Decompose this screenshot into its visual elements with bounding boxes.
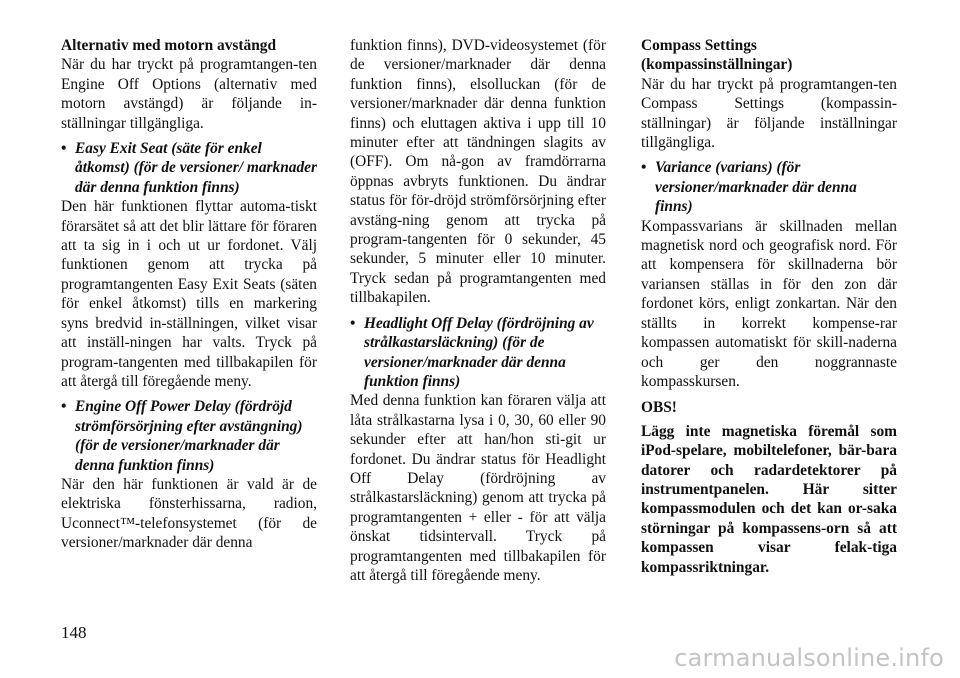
bullet-engine-off-power-delay [61,397,317,475]
bullet-variance [641,158,897,216]
paragraph-headlight-off-delay: Med denna funktion kan föraren välja att låta strålkastarna lysa i 0, 30, 60 eller 90 sekunder efter att han/hon sti-git ur fordonet. Du ändrar status för Headlight Off Delay (fördröjning av strålkastarsläckning) genom att trycka på programtangenten + eller - för att välja önskat tidsintervall. Tryck på programtangenten med tillbakapilen för att återgå till föregående meny. [350,392,606,584]
bullet-easy-exit-seat [61,139,317,197]
watermark: carmanualsonline.info [674,644,944,672]
warning-text: Lägg inte magnetiska föremål som iPod-spelare, mobiltelefoner, bär-bara datorer och radardetektorer på instrumentpanelen. Här sitter kompassmodulen och det kan or-saka störningar på kompassens-orn så att kompassen visar felak-tiga kompassriktningar. [641,422,897,576]
bullet-icon: • [61,398,67,416]
paragraph-power-delay-start: När den här funktionen är vald är de elektriska fönsterhissarna, radion, Uconnect™-telefonsystemet (för de versioner/marknader där denna [61,475,317,552]
intro-paragraph-compass: När du har tryckt på programtangen-ten Compass Settings (kompassin-ställningar) är följande inställningar tillgängliga. [641,75,897,152]
column-left [61,36,317,553]
bullet-label: Easy Exit Seat (säte för enkel åtkomst) (för de versioner/ marknader där denna funktion finns) [75,140,317,196]
intro-paragraph-engine-off: När du har tryckt på programtangen-ten Engine Off Options (alternativ med motorn avstängd) är följande in-ställningar tillgängliga. [61,56,317,132]
section-heading-engine-off: Alternativ med motorn avstängd [61,37,277,54]
bullet-headlight-off-delay [350,314,606,392]
bullet-icon: • [350,314,356,332]
bullet-icon: • [641,159,647,177]
column-middle [350,36,606,585]
bullet-label: Variance (varians) (för versioner/marknader där denna finns) [655,159,857,216]
bullet-label: Headlight Off Delay (fördröjning av strålkastarsläckning) (för de versioner/marknader där denna funktion finns) [364,314,594,390]
note-label: OBS! [641,399,677,417]
bullet-label: Engine Off Power Delay (fördröjd strömförsörjning efter avstängning) (för de versioner/marknader där denna funktion finns) [75,398,303,474]
page-number: 148 [61,623,87,642]
bullet-icon: • [61,140,67,158]
paragraph-power-delay-continued: funktion finns), DVD-videosystemet (för de versioner/marknader där denna funktion finns), elsolluckan (för de versioner/marknader där denna funktion finns) och eluttagen aktiva i upp till 10 minuter efter att tändningen slagits av (OFF). Om nå-gon av framdörrarna öppnas avbryts funktionen. Du ändrar status för för-dröjd strömförsörjning efter avstäng-ning genom att trycka på program-tangenten för 0 sekunder, 45 sekunder, 5 minuter eller 10 minuter. Tryck sedan på programtangenten med tillbakapilen. [350,37,606,307]
section-heading-compass-settings: Compass Settings (kompassinställningar) [641,37,793,74]
paragraph-easy-exit-seat: Den här funktionen flyttar automa-tiskt förarsätet så att det blir lättare för föraren att ta sig in i och ut ur fordonet. Välj funktionen genom att trycka på programtangenten Easy Exit Seats (säten för enkel åtkomst) tills en markering syns bredvid in-ställningen, vilket visar att inställ-ningen har valts. Tryck på program-tangenten med tillbakapilen för att återgå till föregående meny. [61,198,317,390]
paragraph-variance: Kompassvarians är skillnaden mellan magnetisk nord och geografisk nord. För att kompensera för skillnaderna bör variansen ställas in för den zon där fordonet körs, enligt zonkartan. När den ställts in korrekt kompense-rar kompassen automatiskt för skill-naderna och ger den noggrannaste kompasskursen. [641,217,897,390]
column-right [641,36,897,577]
